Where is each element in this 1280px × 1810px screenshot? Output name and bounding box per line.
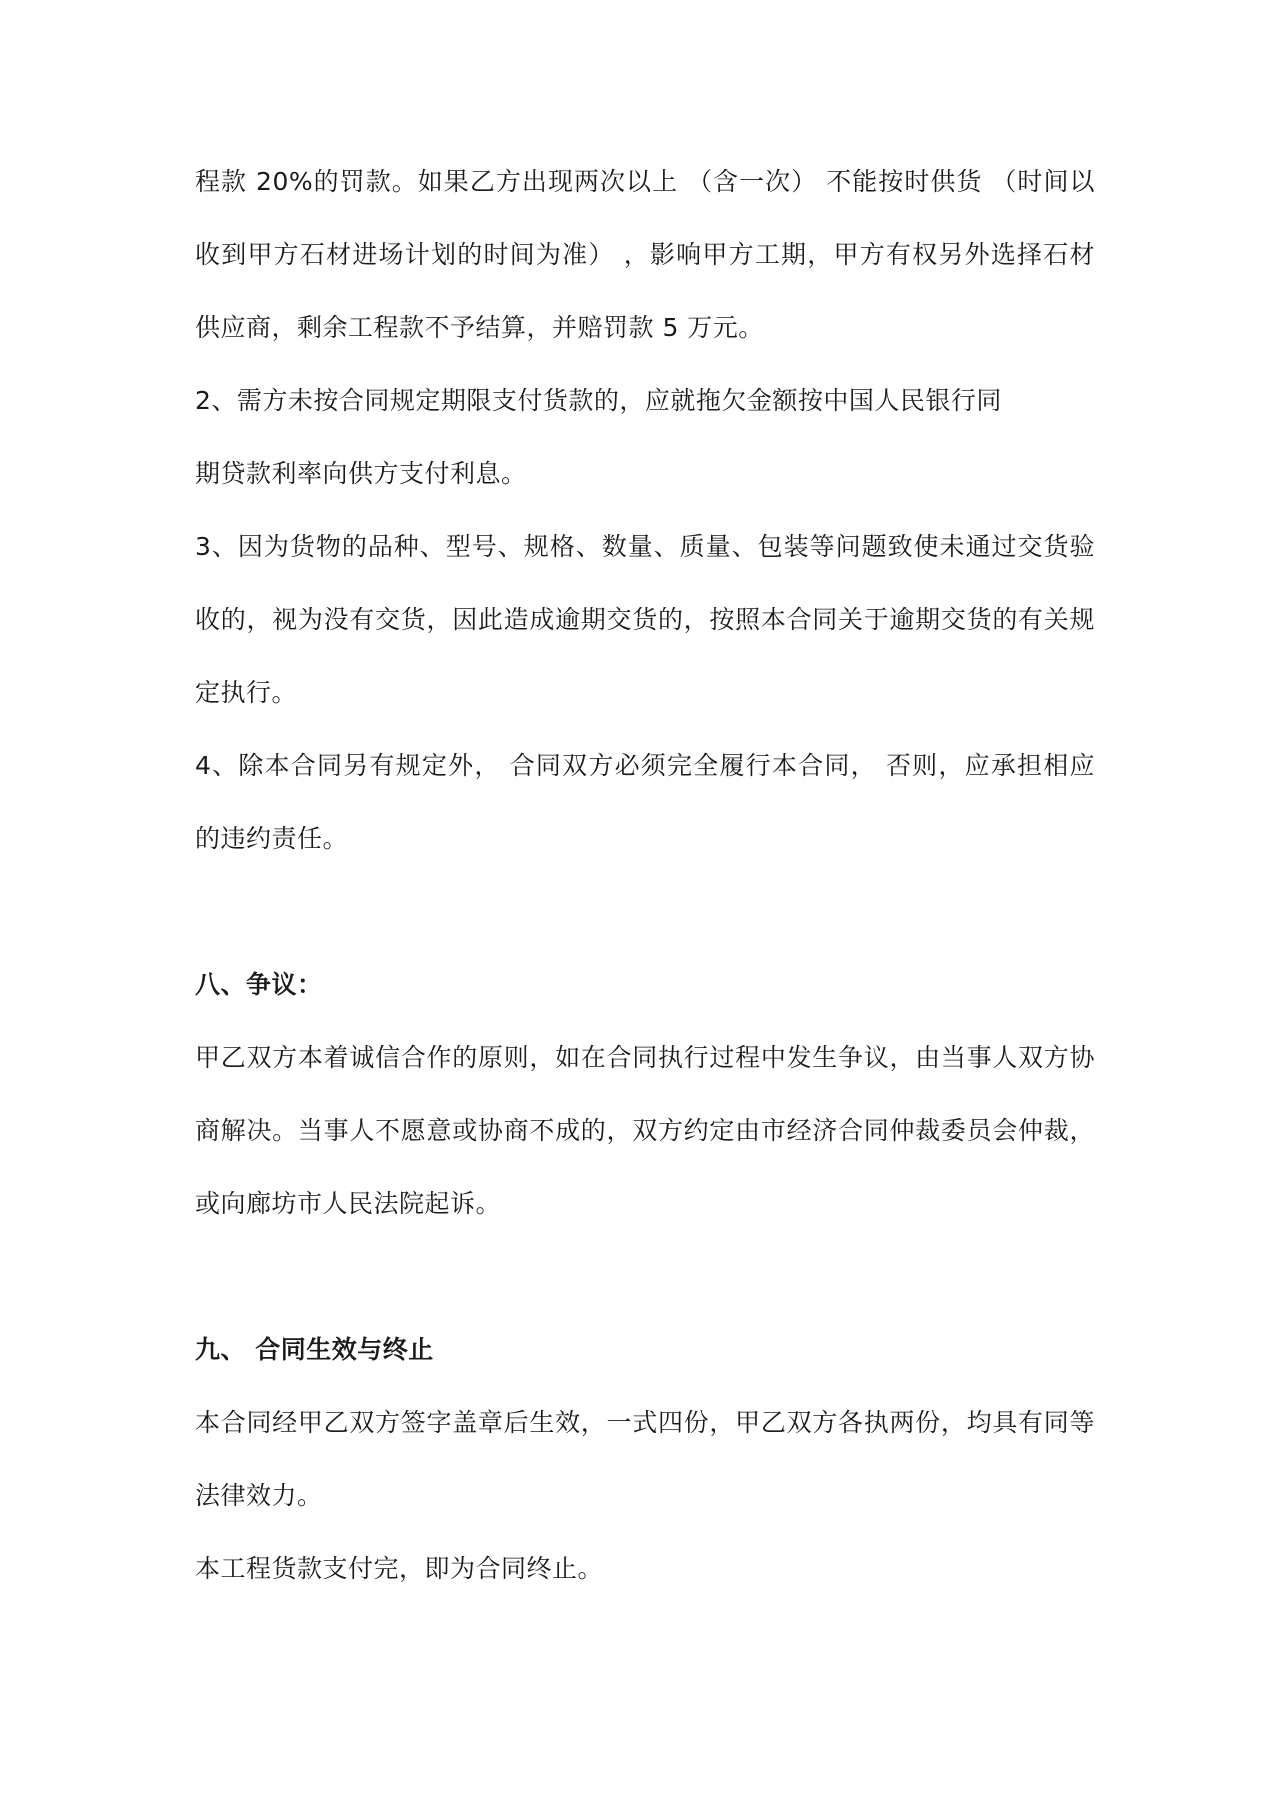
clause-3-line-1: 3、因为货物的品种、型号、规格、数量、质量、包装等问题致使未通过交货验: [195, 532, 1095, 561]
clause-2-line-2: 期贷款利率向供方支付利息。: [195, 459, 527, 488]
section-9-heading: 九、 合同生效与终止: [195, 1335, 434, 1364]
clause-4-line-2: 的违约责任。: [195, 824, 349, 853]
section-8-line-1: 甲乙双方本着诚信合作的原则，如在合同执行过程中发生争议，由当事人双方协: [195, 1043, 1095, 1072]
penalty-text-line-2: 收到甲方石材进场计划的时间为准） ，影响甲方工期，甲方有权另外选择石材: [195, 240, 1095, 269]
clause-3-line-2: 收的，视为没有交货，因此造成逾期交货的，按照本合同关于逾期交货的有关规: [195, 605, 1095, 634]
penalty-text-line-3: 供应商，剩余工程款不予结算，并赔罚款 5 万元。: [195, 313, 764, 342]
clause-4-line-1: 4、除本合同另有规定外， 合同双方必须完全履行本合同， 否则，应承担相应: [195, 751, 1095, 780]
penalty-text-line-1: 程款 20%的罚款。如果乙方出现两次以上 （含一次） 不能按时供货 （时间以: [195, 167, 1095, 196]
clause-2-line-1: 2、需方未按合同规定期限支付货款的，应就拖欠金额按中国人民银行同: [195, 386, 1002, 415]
section-8-line-3: 或向廊坊市人民法院起诉。: [195, 1189, 502, 1218]
section-9-line-2: 法律效力。: [195, 1481, 323, 1510]
clause-3-line-3: 定执行。: [195, 678, 298, 707]
section-9-line-1: 本合同经甲乙双方签字盖章后生效，一式四份，甲乙双方各执两份，均具有同等: [195, 1408, 1095, 1437]
section-8-line-2: 商解决。当事人不愿意或协商不成的，双方约定由市经济合同仲裁委员会仲裁，: [195, 1116, 1095, 1145]
section-9-line-3: 本工程货款支付完，即为合同终止。: [195, 1554, 604, 1583]
section-8-heading: 八、争议：: [195, 970, 323, 999]
